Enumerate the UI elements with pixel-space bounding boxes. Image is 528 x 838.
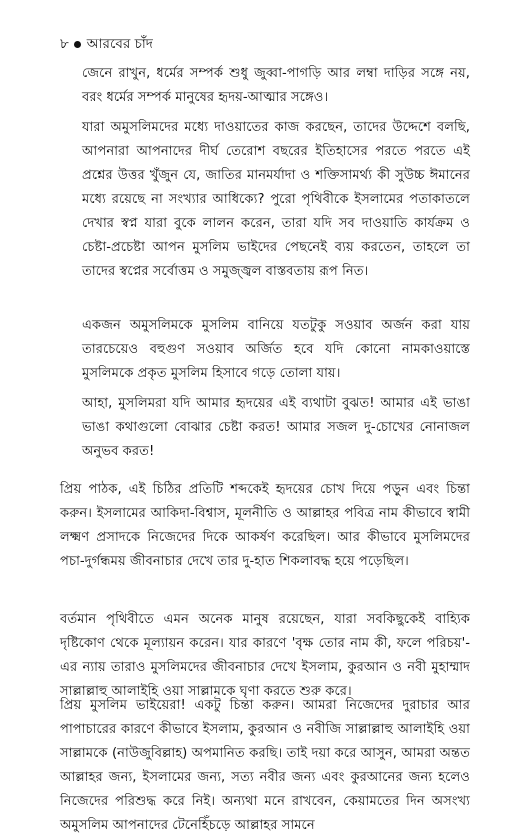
bullet-dot-icon bbox=[74, 41, 81, 48]
running-header bbox=[60, 34, 153, 54]
quote-paragraph-4: আহা, মুসলিমরা যদি আমার হৃদয়ের এই ব্যথাটা বুঝত! আমার এই ভাঙা ভাঙা কথাগুলো বোঝার চেষ্টা করত! আমার সজল দু-চোখের নোনাজল অনুভব করত! bbox=[82, 396, 470, 459]
quote-paragraph-2: যারা অমুসলিমদের মধ্যে দাওয়াতের কাজ করছেন, তাদের উদ্দেশে বলছি, আপনারা আপনাদের দীর্ঘ তেরোশ বছরের ইতিহাসের পরতে পরতে এই প্রশ্নের উত্তর খুঁজুন যে, জাতির মানমর্যাদা ও শক্তিসামর্থ্য কী সুউচ্চ ঈমানের মধ্যে রয়েছে না সংখ্যার আধিক্যে? পুরো পৃথিবীকে ইসলামের পতাকাতলে দেখার স্বপ্ন যারা বুকে লালন করেন, তারা যদি সব দাওয়াতি কার্যক্রম ও চেষ্টা-প্রচেষ্টা আপন মুসলিম ভাইদের পেছনেই ব্যয় করতেন, তাহলে তা তাদের স্বপ্নের সর্বোত্তম ও সমুজ্জ্বল বাস্তবতায় রূপ নিত। bbox=[82, 120, 470, 279]
quote-paragraph-1: জেনে রাখুন, ধর্মের সম্পর্ক শুধু জুব্বা-পাগড়ি আর লম্বা দাড়ির সঙ্গে নয়, বরং ধর্মের সম্পর্ক মানুষের হৃদয়-আত্মার সঙ্গেও। bbox=[82, 66, 470, 105]
body-paragraph-3: প্রিয় মুসলিম ভাইয়েরা! একটু চিন্তা করুন। আমরা নিজেদের দুরাচার আর পাপাচারের কারণে কীভাবে ইসলাম, কুরআন ও নবীজি সাল্লাল্লাহু আলাইহি ওয়া সাল্লামকে (নাউজুবিল্লাহ) অপমানিত করছি। তাই দয়া করে আসুন, আমরা অন্তত আল্লাহর জন্য, ইসলামের জন্য, সত্য নবীর জন্য এবং কুরআনের জন্য হলেও নিজেদের পরিশুদ্ধ করে নিই। অন্যথা মনে রাখবেন, কেয়ামতের দিন অসংখ্য অমুসলিম আপনাদের টেনেহিঁচড়ে আল্লাহর সামনে bbox=[60, 698, 470, 833]
book-title: আরবের চাঁদ bbox=[86, 35, 153, 52]
body-paragraph-2: বর্তমান পৃথিবীতে এমন অনেক মানুষ রয়েছেন, যারা সবকিছুকেই বাহ্যিক দৃষ্টিকোণ থেকে মূল্যায়ন করেন। যার কারণে 'বৃক্ষ তোর নাম কী, ফলে পরিচয়'-এর ন্যায় তারাও মুসলিমদের জীবনাচার দেখে ইসলাম, কুরআন ও নবী মুহাম্মাদ সাল্লাল্লাহু আলাইহি ওয়া সাল্লামকে ঘৃণা করতে শুরু করে। bbox=[60, 612, 470, 699]
page-number: ৮ bbox=[60, 35, 69, 52]
body-paragraph-1: প্রিয় পাঠক, এই চিঠির প্রতিটি শব্দকেই হৃদয়ের চোখ দিয়ে পড়ুন এবং চিন্তা করুন। ইসলামের আকিদা-বিশ্বাস, মূলনীতি ও আল্লাহর পবিত্র নাম কীভাবে স্বামী লক্ষ্মণ প্রসাদকে নিজেদের দিকে আকর্ষণ করেছিল। আর কীভাবে মুসলিমদের পচা-দুর্গন্ধময় জীবনাচার দেখে তার দু-হাত শিকলাবদ্ধ হয়ে পড়েছিল। bbox=[60, 482, 470, 569]
quote-paragraph-3: একজন অমুসলিমকে মুসলিম বানিয়ে যতটুকু সওয়াব অর্জন করা যায় তারচেয়েও বহুগুণ সওয়াব অর্জিত হবে যদি কোনো নামকাওয়াস্তে মুসলিমকে প্রকৃত মুসলিম হিসাবে গড়ে তোলা যায়। bbox=[82, 318, 470, 381]
